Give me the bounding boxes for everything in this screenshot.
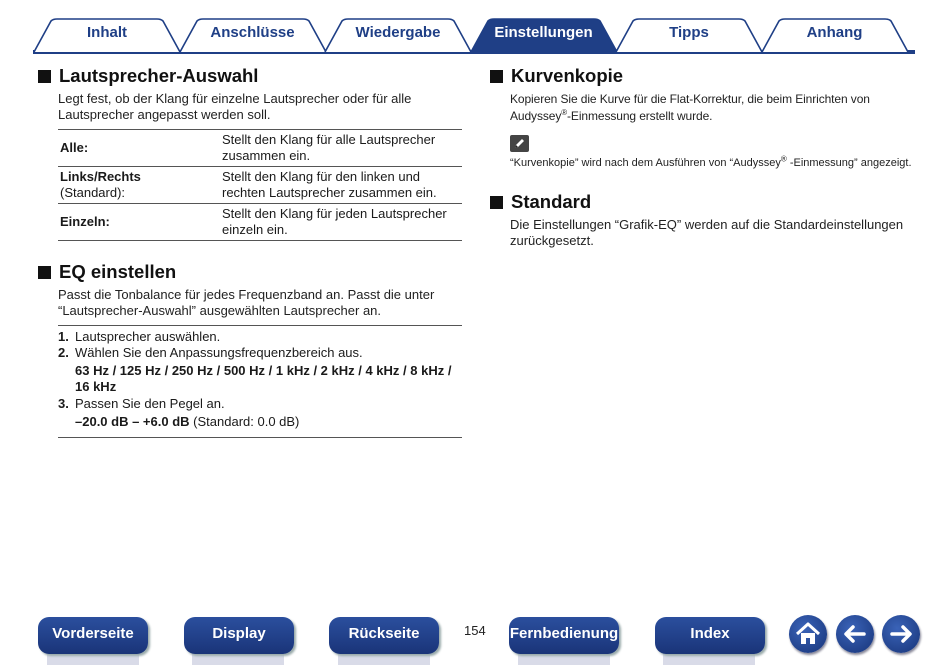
heading-text: Kurvenkopie: [511, 65, 624, 86]
speaker-options-table: [58, 129, 462, 241]
back-arrow-icon[interactable]: [836, 615, 874, 653]
rear-panel-button[interactable]: Rückseite: [329, 617, 439, 654]
section-heading-eq: [38, 260, 462, 284]
table-row: [58, 204, 462, 241]
tab-tipps[interactable]: Tipps: [615, 18, 763, 52]
section-heading-speaker-selection: [38, 64, 462, 88]
section-heading-standard: [490, 190, 915, 214]
step-2: 2. Wählen Sie den Anpassungsfrequenzbereich aus.: [58, 345, 363, 360]
note-text: “Kurvenkopie” wird nach dem Ausführen von “Audyssey® -Einmessung” angezeigt.: [510, 154, 912, 169]
pencil-icon: [510, 135, 529, 152]
tab-anschl-sse[interactable]: Anschlüsse: [179, 18, 327, 52]
home-icon[interactable]: [789, 615, 827, 653]
right-column: [490, 64, 915, 249]
heading-square-icon: [38, 70, 51, 83]
index-button[interactable]: Index: [655, 617, 765, 654]
nav-button-shadow: [663, 653, 755, 665]
front-panel-button[interactable]: Vorderseite: [38, 617, 148, 654]
level-range: –20.0 dB – +6.0 dB (Standard: 0.0 dB): [75, 414, 300, 429]
speaker-description: Legt fest, ob der Klang für einzelne Lautsprecher oder für alle Lautsprecher angepasst werden soll.: [58, 91, 412, 122]
remote-control-button[interactable]: Fernbedienung: [509, 617, 619, 654]
section-heading-curve-copy: [490, 64, 915, 88]
page-number: 154: [464, 623, 486, 638]
option-key: Alle:: [58, 130, 220, 167]
heading-square-icon: [38, 266, 51, 279]
option-key: Links/Rechts (Standard):: [58, 167, 220, 204]
tab-inhalt[interactable]: Inhalt: [33, 18, 181, 52]
table-row: [58, 130, 462, 167]
tab-wiedergabe[interactable]: Wiedergabe: [324, 18, 472, 52]
table-row: [58, 167, 462, 204]
display-button[interactable]: Display: [184, 617, 294, 654]
heading-text: EQ einstellen: [59, 261, 177, 282]
step-1: 1. Lautsprecher auswählen.: [58, 329, 221, 344]
tab-einstellungen[interactable]: Einstellungen: [470, 18, 618, 52]
heading-text: Lautsprecher-Auswahl: [59, 65, 259, 86]
eq-steps: [58, 325, 462, 438]
step-3: 3. Passen Sie den Pegel an.: [58, 396, 225, 411]
nav-button-shadow: [47, 653, 139, 665]
nav-button-shadow: [338, 653, 430, 665]
nav-button-shadow: [192, 653, 284, 665]
standard-description: Die Einstellungen “Grafik-EQ” werden auf die Standardeinstellungen zurückgesetzt.: [510, 217, 904, 248]
nav-button-shadow: [518, 653, 610, 665]
option-value: Stellt den Klang für jeden Lautsprecher einzeln ein.: [220, 204, 462, 241]
curve-description: Kopieren Sie die Kurve für die Flat-Korrektur, die beim Einrichten von Audyssey®-Einmessung erstellt wurde.: [510, 92, 870, 123]
option-value: Stellt den Klang für alle Lautsprecher zusammen ein.: [220, 130, 462, 167]
tab-anhang[interactable]: Anhang: [761, 18, 909, 52]
forward-arrow-icon[interactable]: [882, 615, 920, 653]
heading-square-icon: [490, 70, 503, 83]
option-value: Stellt den Klang für den linken und rechten Lautsprecher zusammen ein.: [220, 167, 462, 204]
option-key: Einzeln:: [58, 204, 220, 241]
heading-text: Standard: [511, 191, 592, 212]
eq-description: Passt die Tonbalance für jedes Frequenzband an. Passt die unter “Lautsprecher-Auswahl” ausgewählten Lautsprecher an.: [58, 287, 435, 318]
frequency-bands: 63 Hz / 125 Hz / 250 Hz / 500 Hz / 1 kHz / 2 kHz / 4 kHz / 8 kHz / 16 kHz: [75, 363, 452, 394]
heading-square-icon: [490, 196, 503, 209]
left-column: [38, 64, 462, 438]
